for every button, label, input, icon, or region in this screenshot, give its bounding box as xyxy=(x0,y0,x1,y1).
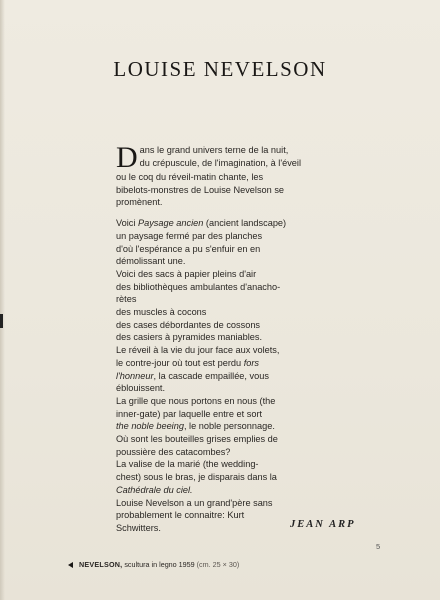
poem-line xyxy=(116,217,326,230)
page-left-edge xyxy=(0,0,5,600)
poem-line: probablement le connaitre: Kurt xyxy=(116,510,245,521)
stanza-gap xyxy=(116,209,326,217)
arrow-left-icon xyxy=(68,562,73,568)
drop-cap: D xyxy=(116,141,138,174)
poem-line: un paysage fermé par des planches xyxy=(116,230,263,241)
poem-line xyxy=(116,357,326,370)
poem-line: des casiers à pyramides maniables. xyxy=(116,332,263,343)
poem-line: ans le grand univers terne de la nuit, xyxy=(139,145,289,155)
poem-italic-title: Paysage ancien xyxy=(137,218,204,229)
caption-dimensions: (cm. 25 × 30) xyxy=(194,560,240,569)
poem-line: inner-gate) par laquelle entre et sort xyxy=(116,408,263,419)
author-signature: JEAN ARP xyxy=(290,519,356,530)
poem-line: éblouissent. xyxy=(116,383,166,394)
poem-line: démolissant une. xyxy=(116,256,186,267)
poem-line: Louise Nevelson a un grand'père sans xyxy=(116,497,273,508)
poem-line xyxy=(116,370,326,383)
poem-line xyxy=(116,420,326,433)
poem-fragment: (ancient landscape) xyxy=(203,218,287,229)
poem-line: des muscles à cocons xyxy=(116,307,207,318)
poem-italic: the noble beeing xyxy=(116,421,184,432)
page-title: LOUISE NEVELSON xyxy=(113,57,327,81)
poem-line: ou le coq du réveil-matin chante, les xyxy=(116,172,264,182)
figure-caption xyxy=(68,560,239,569)
poem-line: Cathédrale du ciel. xyxy=(116,484,193,495)
poem-line: Où sont les bouteilles grises emplies de xyxy=(116,434,278,445)
poem-line: La valise de la marié (the wedding- xyxy=(116,459,259,470)
poem-line: promènent. xyxy=(116,197,163,208)
poem-line: Voici des sacs à papier pleins d'air xyxy=(116,268,257,279)
poem-italic: l'honneur xyxy=(116,370,154,381)
poem-line: chest) sous le bras, je disparais dans la xyxy=(116,472,277,483)
poem-line: bibelots-monstres de Louise Nevelson se xyxy=(116,184,285,195)
poem-line: du crépuscule, de l'imagination, à l'éveil xyxy=(139,157,301,168)
poem-line: Le réveil à la vie du jour face aux volets, xyxy=(116,345,280,356)
edge-mark xyxy=(0,314,3,328)
poem-line: La grille que nous portons en nous (the xyxy=(116,395,276,406)
poem-line: d'où l'espérance a pu s'enfuir en en xyxy=(116,243,261,254)
poem-line: rètes xyxy=(116,294,137,305)
poem-fragment: le contre-jour où tout est perdu xyxy=(116,357,244,368)
poem-line: Schwitters. xyxy=(116,522,161,533)
poem-line: des cases débordantes de cossons xyxy=(116,319,261,330)
caption-text: scultura in legno 1959 xyxy=(122,560,195,569)
poem-fragment: , la cascade empaillée, vous xyxy=(153,370,269,381)
poem-text xyxy=(116,141,326,535)
caption-artist: NEVELSON, xyxy=(79,560,123,569)
poem-fragment: , le noble personnage. xyxy=(183,421,275,432)
poem-italic: fors xyxy=(243,357,260,368)
poem-line: poussière des catacombes? xyxy=(116,446,231,457)
poem-fragment: Voici xyxy=(116,218,138,229)
poem-line: des bibliothèques ambulantes d'anacho- xyxy=(116,281,281,292)
page-number: 5 xyxy=(376,542,381,551)
